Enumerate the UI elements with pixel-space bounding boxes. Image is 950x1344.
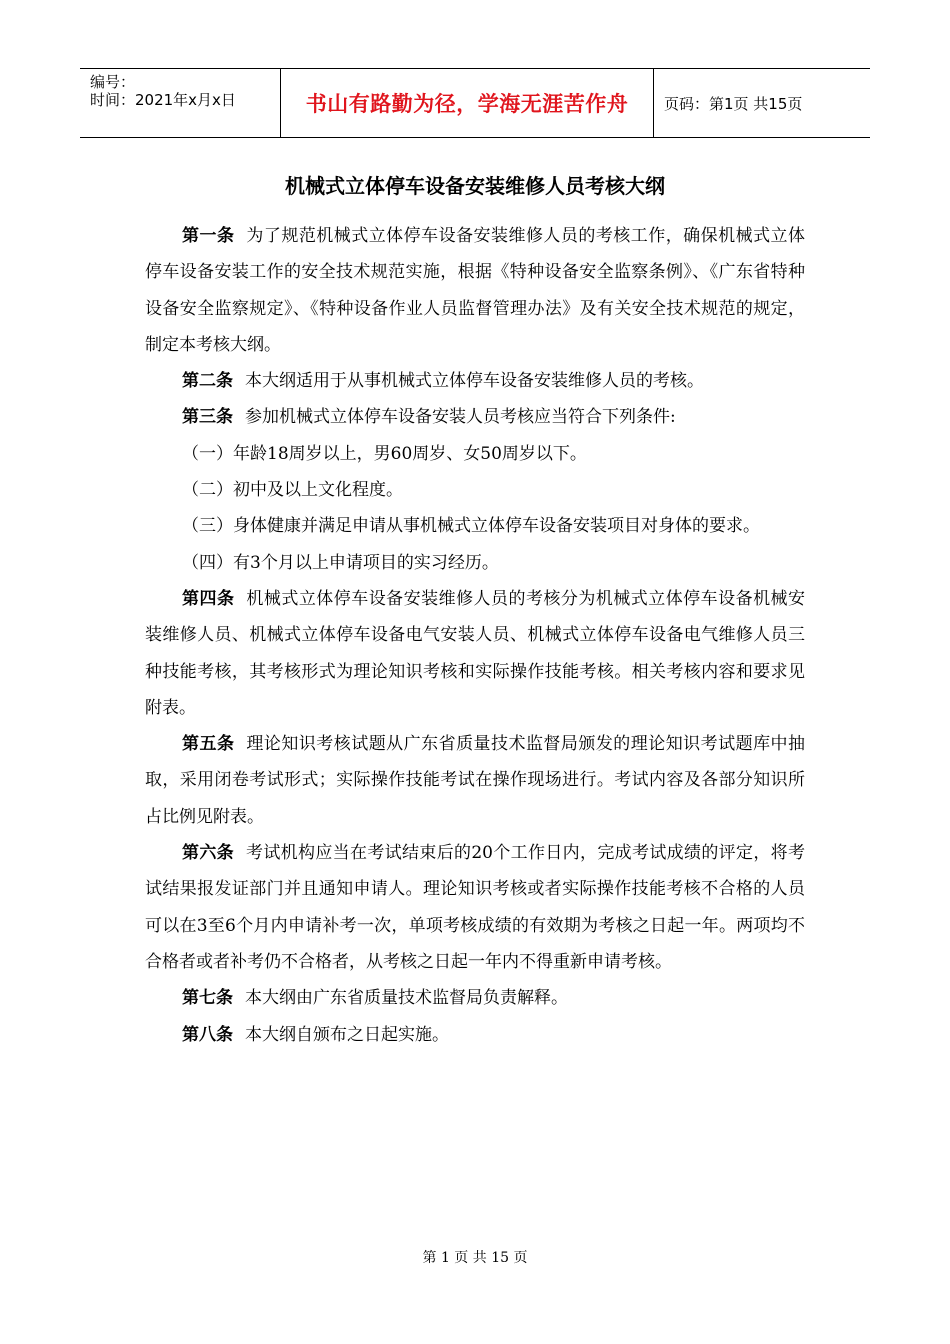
article-1 [145,218,805,363]
article-label: 第七条 [182,988,233,1009]
condition-1: （一）年龄18周岁以上，男60周岁、女50周岁以下。 [182,443,587,464]
article-7 [145,980,805,1016]
document-title: 机械式立体停车设备安装维修人员考核大纲 [285,174,665,198]
page-footer: 第 1 页 共 15 页 [422,1250,528,1266]
article-text: 本大纲自颁布之日起实施。 [245,1024,449,1045]
motto-text: 书山有路勤为径，学海无涯苦作舟 [305,92,629,116]
article-label: 第八条 [182,1024,233,1045]
page-info-text: 页码：第1页 共15页 [664,94,803,113]
article-text: 机械式立体停车设备安装维修人员的考核分为机械式立体停车设备机械安装维修人员、机械式立体停车设备电气安装人员、机械式立体停车设备电气维修人员三种技能考核，其考核形式为理论知识考核和实际操作技能考核。相关考核内容和要求见附表。 [145,588,806,718]
article-6 [145,835,805,980]
article-label: 第六条 [182,843,235,864]
article-text: 参加机械式立体停车设备安装人员考核应当符合下列条件: [245,407,676,428]
header-motto-cell [281,69,654,137]
header-table [80,68,870,138]
article-text: 为了规范机械式立体停车设备安装维修人员的考核工作，确保机械式立体停车设备安装工作的安全技术规范实施，根据《特种设备安全监察条例》、《广东省特种设备安全监察规定》、《特种设备作业人员监督管理办法》及有关安全技术规范的规定，制定本考核大纲。 [145,226,806,355]
condition-2: （二）初中及以上文化程度。 [182,480,403,501]
article-text: 本大纲适用于从事机械式立体停车设备安装维修人员的考核。 [245,371,704,392]
article-4 [145,581,805,726]
header-page-cell [654,69,870,137]
article-label: 第三条 [182,407,233,428]
article-label: 第一条 [182,226,235,246]
document-time-label: 时间：2021年x月x日 [90,91,236,109]
article-label: 第四条 [182,588,235,609]
document-number-label: 编号： [90,73,136,91]
article-2 [145,363,805,399]
article-5 [145,726,805,835]
header-meta-cell [80,69,281,137]
article-text: 考试机构应当在考试结束后的20个工作日内，完成考试成绩的评定，将考试结果报发证部门并且通知申请人。理论知识考核或者实际操作技能考核不合格的人员可以在3至6个月内申请补考一次，单项考核成绩的有效期为考核之日起一年。两项均不合格者或者补考仍不合格者，从考核之日起一年内不得重新申请考核。 [145,843,806,972]
condition-3: （三）身体健康并满足申请从事机械式立体停车设备安装项目对身体的要求。 [182,516,760,537]
article-label: 第五条 [182,734,235,755]
article-8 [145,1017,805,1053]
condition-4: （四）有3个月以上申请项目的实习经历。 [182,552,499,573]
document-body [145,218,805,1053]
article-3 [145,399,805,435]
article-label: 第二条 [182,371,233,392]
article-text: 理论知识考核试题从广东省质量技术监督局颁发的理论知识考试题库中抽取，采用闭卷考试形式；实际操作技能考试在操作现场进行。考试内容及各部分知识所占比例见附表。 [145,734,806,827]
article-text: 本大纲由广东省质量技术监督局负责解释。 [245,988,568,1009]
